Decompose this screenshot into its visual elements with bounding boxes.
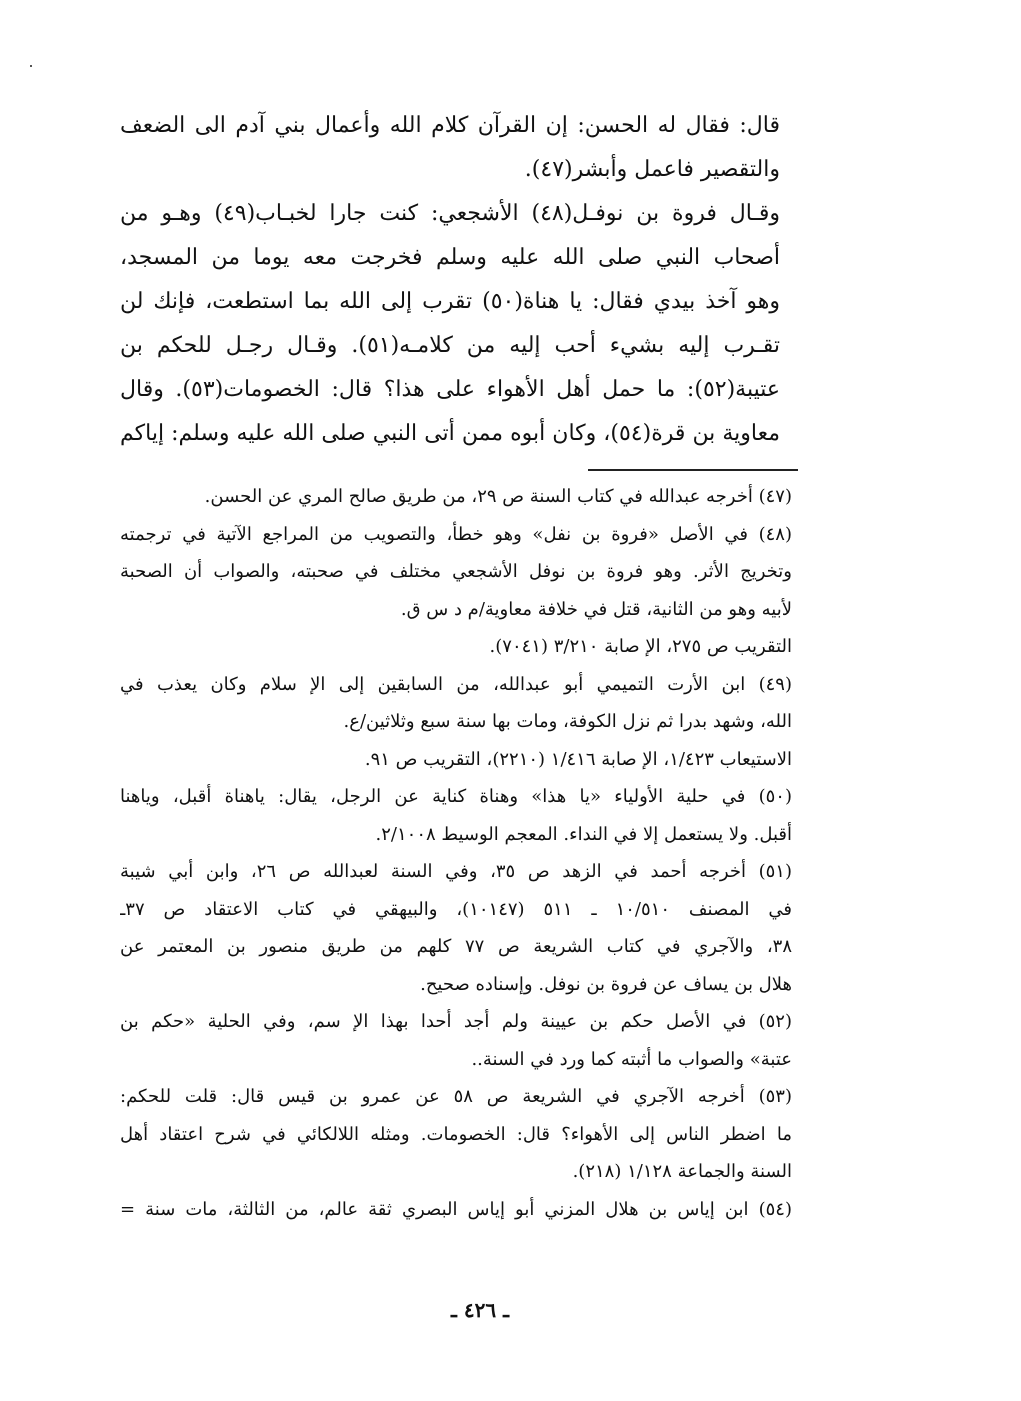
footnote-line: هلال بن يساف عن فروة بن نوفل. وإسناده صحيح. <box>420 973 792 995</box>
footnote-line: التقريب ص ٢٧٥، الإ صابة ٣/٢١٠ (٧٠٤١). <box>489 636 792 657</box>
footnote-line: (٤٧) أخرجه عبدالله في كتاب السنة ص ٢٩، من طريق صالح المري عن الحسن. <box>204 486 792 507</box>
footnote-line: ٣٨، والآجري في كتاب الشريعة ص ٧٧ كلهم من طريق منصور بن المعتمر عن <box>120 936 792 957</box>
main-line: أصحاب النبي صلى الله عليه وسلم فخرجت معه يوما من المسجد، <box>120 245 780 270</box>
footnote-line: السنة والجماعة ١/١٢٨ (٢١٨). <box>572 1161 792 1182</box>
main-line: معاوية بن قرة(٥٤)، وكان أبوه ممن أتى النبي صلى الله عليه وسلم: إياكم <box>120 421 780 446</box>
footnote-line: (٥١) أخرجه أحمد في الزهد ص ٣٥، وفي السنة لعبدالله ص ٢٦، وابن أبي شيبة <box>120 861 792 882</box>
footnote-line: لأبيه وهو من الثانية، قتل في خلافة معاوية/م د س ق. <box>400 598 792 620</box>
footnote-line: (٤٨) في الأصل «فروة بن نفل» وهو خطأ، والتصويب من المراجع الآتية في ترجمته <box>120 523 792 545</box>
footnote-line: (٥٣) أخرجه الآجري في الشريعة ص ٥٨ عن عمرو بن قيس قال: قلت للحكم: <box>120 1086 792 1107</box>
footnote-line: في المصنف ١٠/٥١٠ ـ ٥١١ (١٠١٤٧)، والبيهقي في كتاب الاعتقاد ص ٣٧ـ <box>120 898 792 920</box>
page-number: ـ ٤٢٦ ـ <box>451 1298 509 1322</box>
footnote-line: (٥٢) في الأصل حكم بن عيينة ولم أجد أحدا بهذا الإ سم، وفي الحلية «حكم بن <box>120 1011 792 1032</box>
main-line: وقـال فروة بن نوفـل(٤٨) الأشجعي: كنت جارا لخبـاب(٤٩) وهـو من <box>120 201 780 226</box>
footnote-line: (٥٠) في حلية الأولياء «يا هذا» وهناة كناية عن الرجل، يقال: ياهناة أقبل، وياهنا <box>120 786 792 807</box>
main-line: قال: فقال له الحسن: إن القرآن كلام الله وأعمال بني آدم الى الضعف <box>120 113 780 138</box>
scan-speck <box>30 65 32 67</box>
footnote-line: الله، وشهد بدرا ثم نزل الكوفة، ومات بها سنة سبع وثلاثين/ع. <box>343 711 792 732</box>
footnotes <box>120 478 792 1228</box>
main-line: تقـرب إليه بشيء أحب إليه من كلامـه(٥١). وقـال رجـل للحكم بن <box>120 333 780 358</box>
main-line: وهو آخذ بيدي فقال: يا هناة(٥٠) تقرب إلى الله بما استطعت، فإنك لن <box>120 289 780 314</box>
main-text <box>120 104 780 456</box>
footnote-line: (٥٤) ابن إياس بن هلال المزني أبو إياس البصري ثقة عالم، من الثالثة، مات سنة = <box>120 1198 792 1220</box>
footnote-divider <box>588 469 798 471</box>
main-line: والتقصير فاعمل وأبشر(٤٧). <box>524 157 780 182</box>
footnote-line: (٤٩) ابن الأرت التميمي أبو عبدالله، من السابقين إلى الإ سلام وكان يعذب في <box>120 673 792 695</box>
footnote-line: ما اضطر الناس إلى الأهواء؟ قال: الخصومات. ومثله اللالكائي في شرح اعتقاد أهل <box>120 1123 792 1145</box>
footnote-line: عتبة» والصواب ما أثبته كما ورد في السنة.. <box>471 1048 792 1070</box>
main-line: عتيبة(٥٢): ما حمل أهل الأهواء على هذا؟ قال: الخصومات(٥٣). وقال <box>120 377 780 402</box>
footnote-line: أقبل. ولا يستعمل إلا في النداء. المعجم الوسيط ٢/١٠٠٨. <box>375 823 792 845</box>
footnote-line: الاستيعاب ١/٤٢٣، الإ صابة ١/٤١٦ (٢٢١٠)، التقريب ص ٩١. <box>364 748 792 770</box>
footnote-line: وتخريج الأثر. وهو فروة بن نوفل الأشجعي مختلف في صحبته، والصواب أن الصحبة <box>120 561 792 582</box>
